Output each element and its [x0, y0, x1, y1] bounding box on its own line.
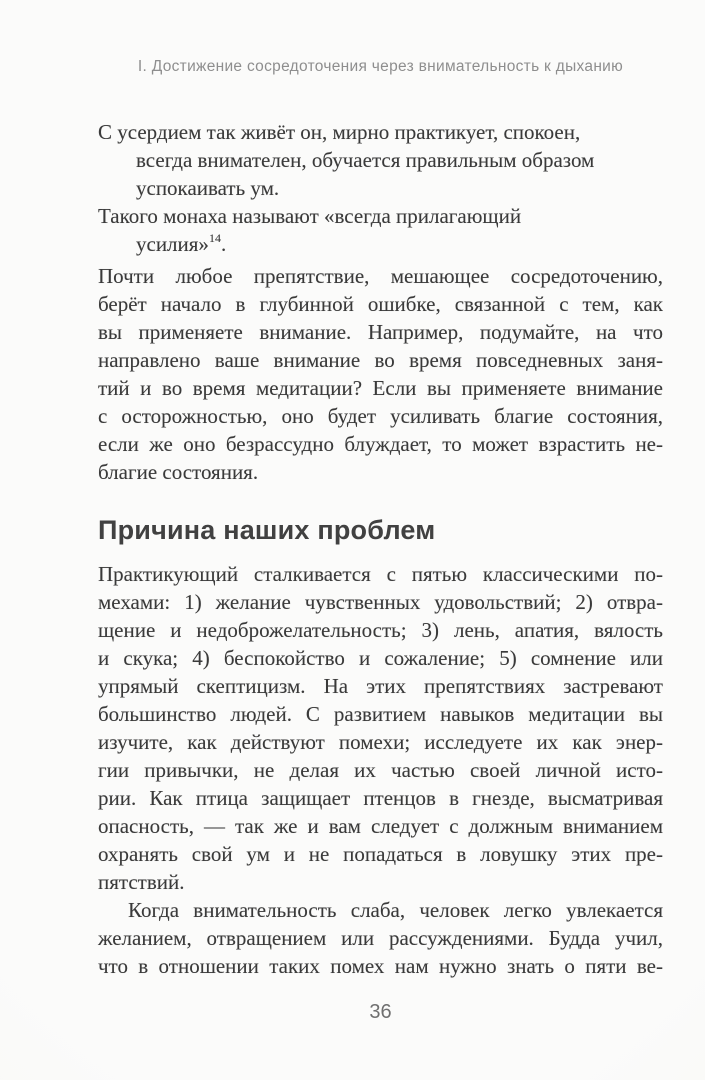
- text-line: Практикующий сталкивается с пятью классическими по-: [98, 562, 663, 586]
- text-line: тий и во время медитации? Если вы применяете внимание: [98, 376, 663, 400]
- text-line: изучите, как действуют помехи; исследуете их как энер-: [98, 730, 663, 754]
- text-line: Почти любое препятствие, мешающее сосредоточению,: [98, 264, 663, 288]
- text-line: упрямый скептицизм. На этих препятствиях застревают: [98, 674, 663, 698]
- text-line: берёт начало в глубинной ошибке, связанной с тем, как: [98, 292, 663, 316]
- verse-quote: [98, 118, 663, 258]
- intro-paragraph: [98, 262, 663, 486]
- text-line: рии. Как птица защищает птенцов в гнезде, высматривая: [98, 786, 663, 810]
- section-heading: Причина наших проблем: [98, 515, 436, 545]
- quote-line: успокаивать ум.: [136, 176, 280, 200]
- text-line: охранять свой ум и не попадаться в ловушку этих пре-: [98, 842, 663, 866]
- text-line: мехами: 1) желание чувственных удовольствий; 2) отвра-: [98, 590, 663, 614]
- text-line: опасность, — так же и вам следует с должным вниманием: [98, 814, 663, 838]
- text-line: с осторожностью, оно будет усиливать благие состояния,: [98, 404, 663, 428]
- quote-line: Такого монаха называют «всегда прилагающий: [98, 204, 522, 228]
- quote-line: усилия»$^{14}$.: [136, 231, 227, 256]
- text-line: Когда внимательность слаба, человек легко увлекается: [128, 898, 663, 922]
- text-line: что в отношении таких помех нам нужно знать о пяти ве-: [98, 954, 663, 978]
- text-line: гии привычки, не делая их частью своей личной исто-: [98, 758, 663, 782]
- text-line: пятствий.: [98, 870, 185, 894]
- quote-line: С усердием так живёт он, мирно практикует, спокоен,: [98, 120, 581, 144]
- running-header: I. Достижение сосредоточения через внимательность к дыханию: [137, 58, 624, 75]
- text-line: направлено ваше внимание во время повседневных заня-: [98, 348, 663, 372]
- page-number: 36: [369, 1001, 392, 1023]
- text-line: и скука; 4) беспокойство и сожаление; 5) сомнение или: [98, 646, 663, 670]
- quote-line: всегда внимателен, обучается правильным образом: [136, 148, 595, 172]
- text-line: желанием, отвращением или рассуждениями. Будда учил,: [98, 926, 663, 950]
- page-content: [98, 0, 663, 980]
- section-paragraph-2: [98, 896, 663, 980]
- footnote-ref: 14: [208, 231, 221, 245]
- text-line: вы применяете внимание. Например, подумайте, на что: [98, 320, 663, 344]
- text-line: щение и недоброжелательность; 3) лень, апатия, вялость: [98, 618, 663, 642]
- text-line: благие состояния.: [98, 460, 259, 484]
- section-paragraph-1: [98, 560, 663, 896]
- text-line: если же оно безрассудно блуждает, то может взрастить не-: [98, 432, 663, 456]
- text-line: большинство людей. С развитием навыков медитации вы: [98, 702, 663, 726]
